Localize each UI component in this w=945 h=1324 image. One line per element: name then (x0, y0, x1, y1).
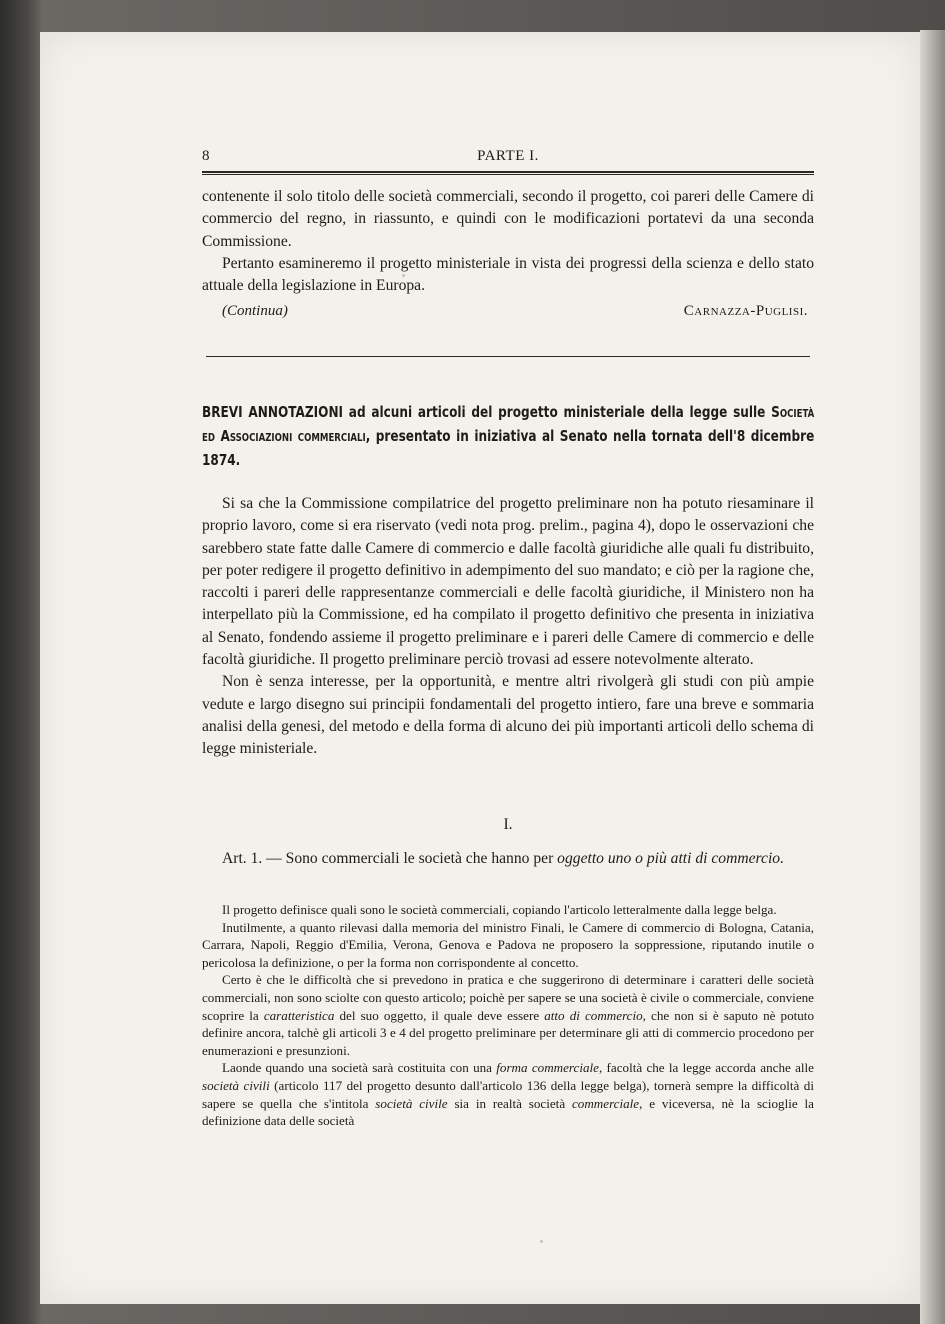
note-paragraph: Inutilmente, a quanto rilevasi dalla memoria del ministro Finali, le Camere di commercio di Bologna, Catania, Carrara, Napoli, Reggio d'Emilia, Verona, Genova e Padova ne proposero la soppressione, riputando inutile o pericolosa la definizione, o per la forma non corrispondente al concetto. (202, 919, 814, 970)
ink-spot (540, 1240, 543, 1243)
continua-label: (Continua) (222, 303, 288, 319)
body-paragraph: Non è senza interesse, per la opportunità, e mentre altri rivolgerà gli studi con più ampie vedute e largo disegno sui principii fondamentali del progetto intiero, fare una breve e sommaria analisi della genesi, del metodo e della forma di alcuno dei più importanti articoli dello schema di legge ministeriale. (202, 673, 814, 758)
page-edge (920, 30, 945, 1324)
continuation-line (202, 303, 814, 325)
body-paragraph: Si sa che la Commissione compilatrice del progetto preliminare non ha potuto riesaminare il proprio lavoro, come si era riservato (vedi nota prog. prelim., pagina 4), dopo le osservazioni che sarebbero state fatte dalle Camere di commercio e dalle facoltà giuridiche alle quali fu distribuito, per poter redigere il progetto definitivo in adempimento del suo mandato; e ciò per la ragione che, raccolti i pareri delle rappresentanze commerciali e delle facoltà giuridiche, il Ministero non ha interpellato più la Commissione, ed ha compilato il progetto definitivo che presenta in iniziativa al Senato, fondendo assieme il progetto preliminare e i pareri delle Camere di commercio e delle facoltà giuridiche. Il progetto preliminare perciò trovasi ad essere notevolmente alterato. (202, 495, 814, 669)
note-text: Laonde quando una società sarà costituita con una (222, 1060, 497, 1076)
note-italic: forma commerciale (496, 1060, 599, 1076)
note-text: , facoltà che la legge accorda anche alle (598, 1060, 814, 1076)
section-numeral: I. (503, 816, 513, 833)
note-paragraph (202, 971, 814, 1059)
section-divider (206, 356, 810, 357)
art-prefix: Art. 1. — Sono commerciali le società che hanno per (222, 850, 558, 867)
running-title: PARTE I. (477, 148, 539, 164)
note-italic: società civile (375, 1095, 448, 1111)
title-smallcaps: Società ed Associazioni commerciali (202, 403, 815, 445)
note-italic: caratteristica (263, 1007, 335, 1023)
page-header (202, 148, 814, 170)
note-text: sia in realtà società (447, 1095, 572, 1111)
article-body (202, 493, 814, 761)
intro-paragraph: Pertanto esamineremo il progetto ministeriale in vista dei progressi della scienza e dello stato attuale della legislazione in Europa. (202, 254, 814, 295)
note-text: (articolo 117 del progetto desunto dall'articolo 136 della legge belga), tornerà sempre la difficoltà di sapere se quella che s'intitola (202, 1077, 814, 1111)
note-text: Certo è che le difficoltà che si prevedono in pratica e che suggerirono di determinare i caratteri delle società commerciali, non sono sciolte con questo articolo; poichè per sapere se una società è civile o commerciale, conviene scoprire la (202, 972, 814, 1023)
note-text: , che non si è saputo nè potuto definire ancora, talchè gli articoli 3 e 4 del progetto preliminare per determinare gli atti di commercio procedono per enumerazioni e presunzioni. (202, 1007, 814, 1058)
title-text: BREVI ANNOTAZIONI ad alcuni articoli del progetto ministeriale della legge sulle (202, 403, 772, 421)
title-text: , presentato in iniziativa al Senato nella tornata dell'8 dicembre 1874. (202, 427, 815, 469)
header-rule (202, 171, 814, 175)
intro-paragraph: contenente il solo titolo delle società commerciali, secondo il progetto, coi pareri delle Camere di commercio del regno, in riassunto, e quindi con le modificazioni portatevi da una seconda Commissione. (202, 188, 814, 250)
art-italic: oggetto uno o più atti di commercio. (557, 850, 784, 867)
page-number: 8 (202, 148, 210, 164)
note-text: del suo oggetto, il quale deve essere (334, 1007, 545, 1023)
note-paragraph: Il progetto definisce quali sono le società commerciali, copiando l'articolo letteralmente dalla legge belga. (222, 902, 777, 917)
note-italic: commerciale (571, 1095, 640, 1111)
note-italic: società civili (202, 1077, 270, 1093)
author-signature: Carnazza-Puglisi. (683, 303, 808, 319)
note-italic: atto di commercio (544, 1007, 643, 1023)
note-text: , e viceversa, nè la scioglie la definizione data delle società (202, 1095, 814, 1129)
article-title (202, 400, 814, 472)
intro-text (202, 186, 814, 297)
note-paragraph (202, 1059, 814, 1129)
article-1-text (202, 848, 814, 870)
commentary-notes (202, 901, 814, 1130)
